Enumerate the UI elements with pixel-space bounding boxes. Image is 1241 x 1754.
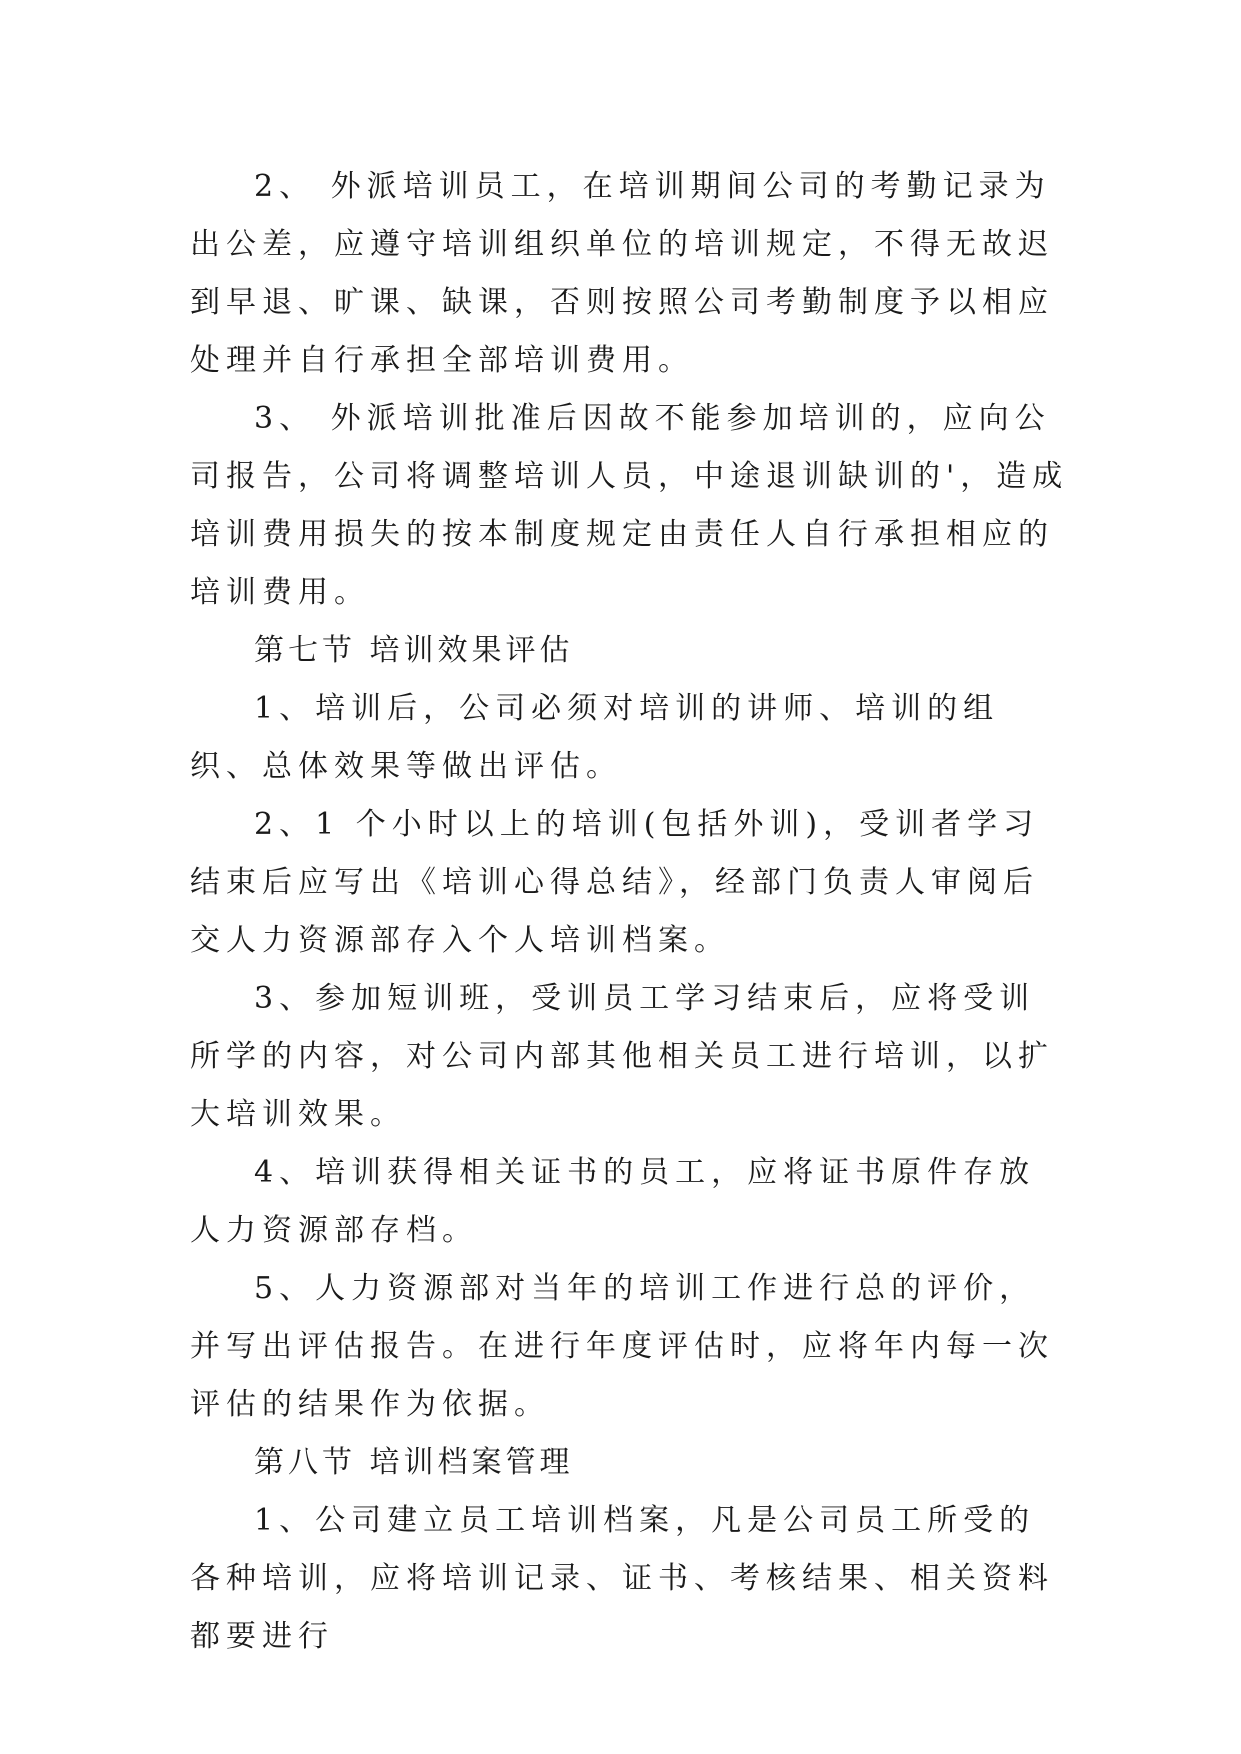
document-body: [190, 158, 1070, 1666]
paragraph-external-training-withdrawal: 3、 外派培训批准后因故不能参加培训的，应向公司报告，公司将调整培训人员，中途退训缺训的'，造成培训费用损失的按本制度规定由责任人自行承担相应的培训费用。: [190, 401, 1069, 610]
paragraph-training-records: 1、公司建立员工培训档案，凡是公司员工所受的各种培训，应将培训记录、证书、考核结果、相关资料都要进行: [190, 1503, 1054, 1654]
section-heading-training-evaluation: 第七节 培训效果评估: [254, 633, 574, 668]
section-heading-training-records: 第八节 培训档案管理: [254, 1445, 574, 1480]
paragraph-evaluation-after-training: 1、培训后，公司必须对培训的讲师、培训的组织、总体效果等做出评估。: [190, 691, 1000, 784]
paragraph-certificate-archiving: 4、培训获得相关证书的员工，应将证书原件存放人力资源部存档。: [190, 1155, 1036, 1248]
paragraph-external-training-attendance: 2、 外派培训员工，在培训期间公司的考勤记录为出公差，应遵守培训组织单位的培训规定，不得无故迟到早退、旷课、缺课，否则按照公司考勤制度予以相应处理并自行承担全部培训费用。: [190, 169, 1054, 378]
paragraph-training-summary: 2、1 个小时以上的培训(包括外训)，受训者学习结束后应写出《培训心得总结》，经部门负责人审阅后交人力资源部存入个人培训档案。: [190, 807, 1040, 958]
paragraph-annual-evaluation: 5、人力资源部对当年的培训工作进行总的评价，并写出评估报告。在进行年度评估时，应将年内每一次评估的结果作为依据。: [190, 1271, 1054, 1422]
paragraph-short-course-sharing: 3、参加短训班，受训员工学习结束后，应将受训所学的内容，对公司内部其他相关员工进行培训，以扩大培训效果。: [190, 981, 1054, 1132]
